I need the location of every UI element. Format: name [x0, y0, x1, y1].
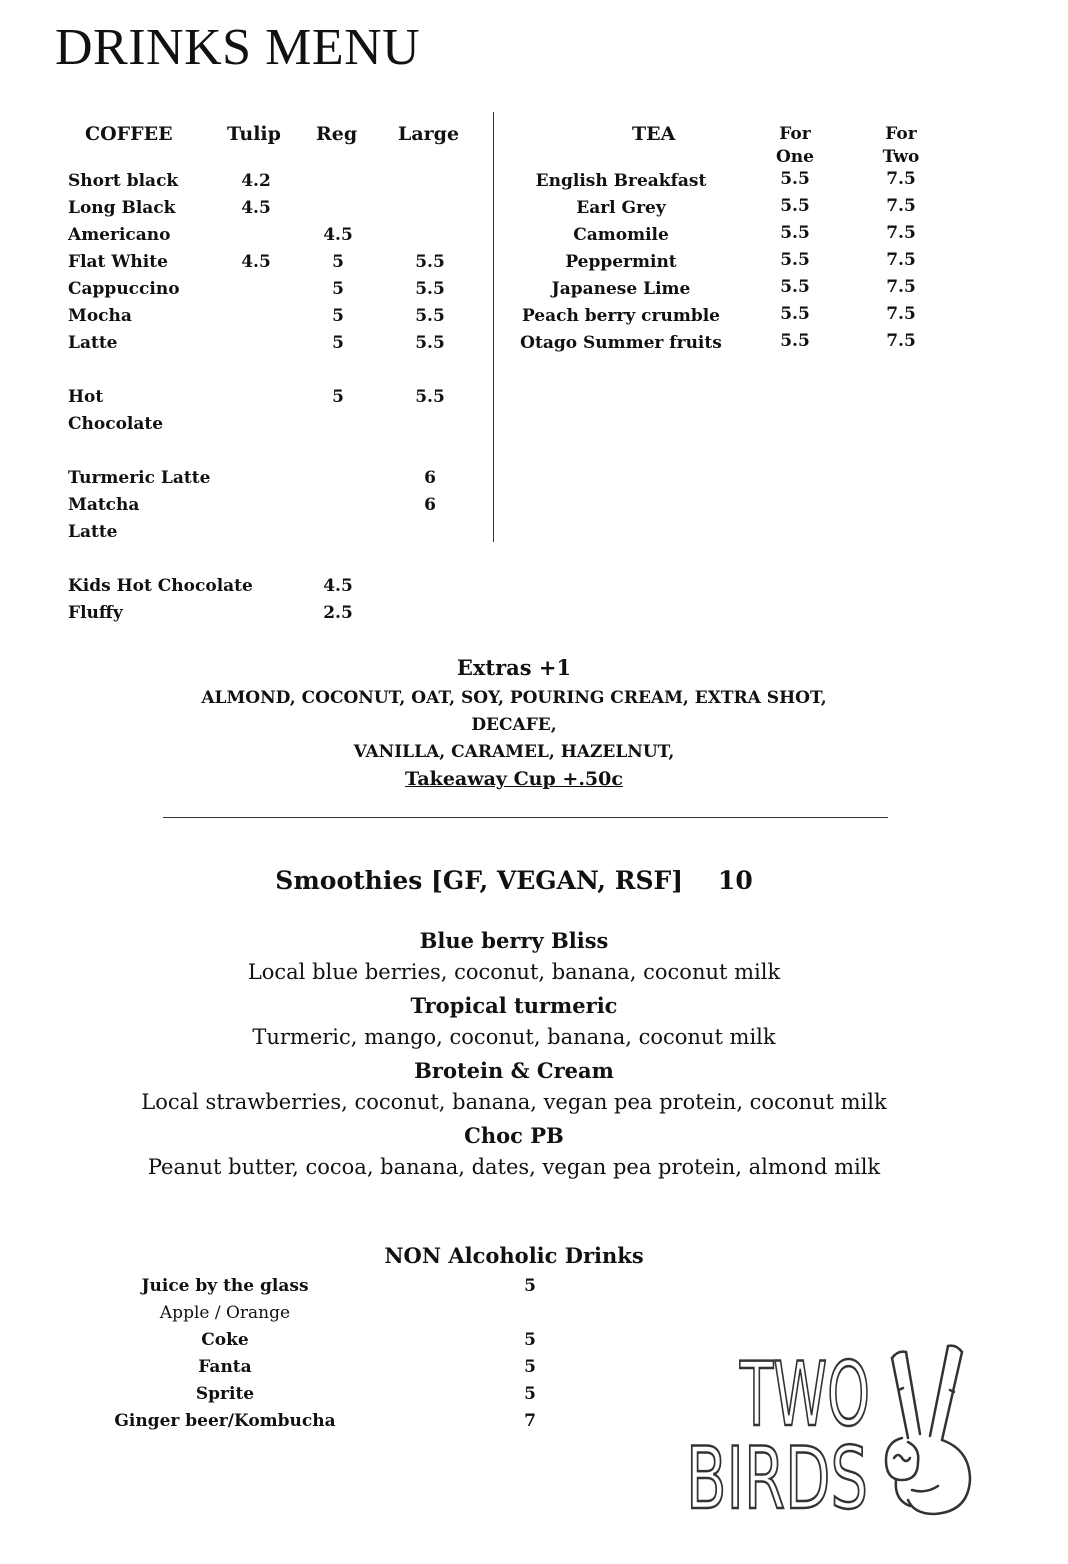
- coffee-item-name: Flat White: [68, 252, 168, 272]
- smoothie-name: Choc PB: [464, 1123, 564, 1148]
- coffee-item-name: Latte: [68, 333, 118, 353]
- tulip-price: 4.5: [241, 198, 271, 218]
- reg-price: 5: [332, 279, 344, 299]
- large-price: 5.5: [415, 279, 445, 299]
- fluffy-price: 2.5: [323, 603, 353, 623]
- tea-for-two-price: 7.5: [886, 196, 916, 216]
- drink-name: Sprite: [195, 1384, 255, 1404]
- tea-item-name: Peppermint: [565, 252, 677, 272]
- matcha-latte-name-2: Latte: [68, 522, 118, 542]
- drink-price: 5: [524, 1357, 536, 1377]
- drink-price: 7: [524, 1411, 536, 1431]
- coffee-item-name: Americano: [68, 225, 171, 245]
- reg-price: 4.5: [323, 225, 353, 245]
- section-divider: [163, 817, 888, 818]
- tea-for-one-price: 5.5: [780, 250, 810, 270]
- large-price: 5.5: [415, 306, 445, 326]
- reg-price: 5: [332, 333, 344, 353]
- hot-chocolate-reg: 5: [332, 387, 344, 407]
- smoothie-name: Tropical turmeric: [410, 993, 618, 1018]
- tea-item-name: Earl Grey: [576, 198, 666, 218]
- tea-for-two-price: 7.5: [886, 250, 916, 270]
- tea-for-two-price: 7.5: [886, 277, 916, 297]
- tea-item-name: Japanese Lime: [551, 279, 691, 299]
- coffee-item-name: Long Black: [68, 198, 176, 218]
- matcha-latte-name-1: Matcha: [68, 495, 140, 515]
- juice-name: Juice by the glass: [141, 1276, 309, 1296]
- reg-price: 5: [332, 306, 344, 326]
- smoothie-name: Blue berry Bliss: [419, 928, 609, 953]
- logo-two: TWO: [739, 1343, 870, 1446]
- smoothie-description: Local strawberries, coconut, banana, vegan pea protein, coconut milk: [141, 1090, 887, 1114]
- drink-price: 5: [524, 1384, 536, 1404]
- smoothies-title: Smoothies [GF, VEGAN, RSF] 10: [275, 866, 753, 895]
- tea-for-one-price: 5.5: [780, 196, 810, 216]
- matcha-latte-large: 6: [424, 495, 436, 515]
- coffee-item-name: Mocha: [68, 306, 132, 326]
- tulip-price: 4.5: [241, 252, 271, 272]
- hot-chocolate-large: 5.5: [415, 387, 445, 407]
- large-price: 5.5: [415, 252, 445, 272]
- fluffy-name: Fluffy: [68, 603, 123, 623]
- coffee-header: COFFEE: [85, 123, 173, 145]
- page-title: DRINKS MENU: [55, 19, 421, 76]
- juice-options: Apple / Orange: [159, 1303, 291, 1323]
- turmeric-latte-name: Turmeric Latte: [68, 468, 211, 488]
- tea-item-name: Camomile: [573, 225, 669, 245]
- extras-title: Extras +1: [456, 655, 572, 680]
- drink-price: 5: [524, 1330, 536, 1350]
- takeaway-cup: Takeaway Cup +.50c: [405, 768, 623, 790]
- hot-chocolate-name-2: Chocolate: [68, 414, 164, 434]
- logo-birds: BIRDS: [686, 1429, 868, 1520]
- extras-line-2: DECAFE,: [471, 715, 557, 735]
- tea-for-one-price: 5.5: [780, 277, 810, 297]
- tea-item-name: Otago Summer fruits: [520, 333, 722, 353]
- coffee-item-name: Short black: [68, 171, 179, 191]
- peace-hand-icon: [886, 1346, 970, 1514]
- tulip-price: 4.2: [241, 171, 271, 191]
- extras-line-3: VANILLA, CARAMEL, HAZELNUT,: [353, 742, 675, 762]
- for-one-header: For One: [776, 124, 814, 167]
- tea-for-two-price: 7.5: [886, 169, 916, 189]
- tea-for-one-price: 5.5: [780, 223, 810, 243]
- tea-for-one-price: 5.5: [780, 169, 810, 189]
- tea-for-one-price: 5.5: [780, 331, 810, 351]
- smoothie-description: Peanut butter, cocoa, banana, dates, vegan pea protein, almond milk: [147, 1155, 881, 1179]
- tea-for-two-price: 7.5: [886, 304, 916, 324]
- tea-for-two-price: 7.5: [886, 331, 916, 351]
- smoothie-name: Brotein & Cream: [414, 1058, 614, 1083]
- reg-header: Reg: [316, 123, 358, 145]
- large-price: 5.5: [415, 333, 445, 353]
- drink-name: Ginger beer/Kombucha: [114, 1411, 336, 1431]
- turmeric-latte-large: 6: [424, 468, 436, 488]
- tulip-header: Tulip: [227, 123, 281, 145]
- reg-price: 5: [332, 252, 344, 272]
- tea-for-one-price: 5.5: [780, 304, 810, 324]
- tea-header: TEA: [632, 123, 676, 145]
- smoothie-description: Turmeric, mango, coconut, banana, coconut milk: [252, 1025, 776, 1049]
- large-header: Large: [398, 123, 460, 145]
- two-birds-logo: [680, 1330, 980, 1520]
- hot-chocolate-name-1: Hot: [68, 387, 104, 407]
- coffee-item-name: Cappuccino: [68, 279, 180, 299]
- tea-for-two-price: 7.5: [886, 223, 916, 243]
- non-alcoholic-title: NON Alcoholic Drinks: [384, 1243, 644, 1268]
- smoothie-description: Local blue berries, coconut, banana, coconut milk: [247, 960, 781, 984]
- extras-line-1: ALMOND, COCONUT, OAT, SOY, POURING CREAM, EXTRA SHOT,: [201, 688, 827, 708]
- drink-name: Fanta: [198, 1357, 252, 1377]
- kids-hot-chocolate-name: Kids Hot Chocolate: [68, 576, 253, 596]
- kids-hot-chocolate-price: 4.5: [323, 576, 353, 596]
- juice-price: 5: [524, 1276, 536, 1296]
- drink-name: Coke: [201, 1330, 249, 1350]
- column-divider: [493, 112, 494, 542]
- for-two-header: For Two: [882, 124, 920, 167]
- tea-item-name: English Breakfast: [535, 171, 707, 191]
- tea-item-name: Peach berry crumble: [521, 306, 720, 326]
